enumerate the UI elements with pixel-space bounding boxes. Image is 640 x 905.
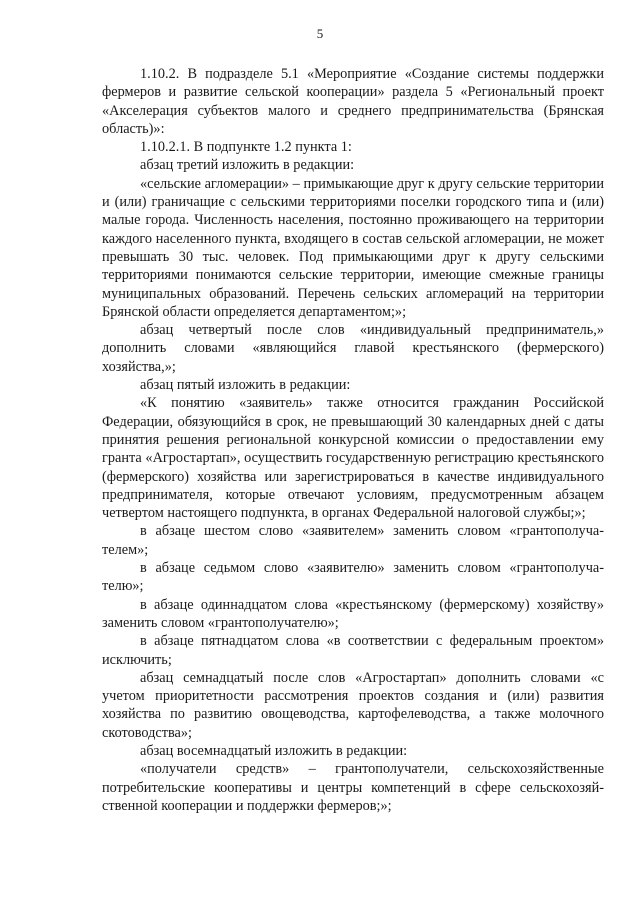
paragraph-amend-eleventh: в абзаце одиннадцатом слова «крестьянскому (фермерскому) хозяйству» заменить словом «грантополучателю»;: [102, 596, 604, 631]
paragraph-amend-eighteenth: абзац восемнадцатый изложить в редакции:: [140, 742, 408, 759]
paragraph-amend-fifth: абзац пятый изложить в редакции:: [140, 377, 351, 394]
paragraph-applicant-definition: «К понятию «заявитель» также относится гражданин Российской Федерации, обязующийся в срок, не превышающий 30 календарных дней с даты принятия решения региональной конкурсной комиссии о предоставлении ему гранта «Агростартап», осуществить государственную регистрацию крестьянского (фермерского) хозяйства или зарегистрироваться в качестве индивидуального предпринимателя, которые отвечают условиям, предусмотренным абзацем четвертом настоящего подпункта, в органах Федеральной налоговой службы;»;: [102, 395, 604, 522]
paragraph-rural-agglomerations: «сельские агломерации» – примыкающие друг к другу сельские территории и (или) граничащие с сельскими территориями поселки городского типа и (или) малые города. Численность населения, постоянно проживающего на территории каждого населенного пункта, входящего в состав сельской агломерации, не может превышать 30 тыс. человек. Под примыкающими друг к другу сельскими территориями понимаются сельские территории, имеющие смежные границы муниципальных образований. Перечень сельских агломераций на территории Брянской области определяется департаментом;»;: [102, 175, 604, 320]
page-number: 5: [316, 26, 324, 41]
paragraph-amend-third: абзац третий изложить в редакции:: [140, 157, 355, 174]
paragraph-funds-recipients: «получатели средств» – грантополучатели, сельскохозяйственные потребительские кооперативы и центры компетенций в сфере сельскохозяйственной кооперации и поддержки фермеров;»;: [102, 761, 604, 814]
paragraph-amend-fourth: абзац четвертый после слов «индивидуальный предприниматель,» дополнить словами «являющийся главой крестьянского (фермерского) хозяйства,»;: [102, 322, 604, 375]
paragraph-1-10-2: 1.10.2. В подразделе 5.1 «Мероприятие «Создание системы поддержки фермеров и развитие сельской кооперации» раздела 5 «Региональный проект «Акселерация субъектов малого и среднего предпринимательства (Брянская область)»:: [102, 66, 604, 137]
paragraph-amend-seventeenth: абзац семнадцатый после слов «Агростартап» дополнить словами «с учетом приоритетности рассмотрения проектов создания и (или) развития хозяйства по развитию овощеводства, картофелеводства, а также молочного скотоводства»;: [102, 669, 604, 741]
paragraph-amend-seventh: в абзаце седьмом слово «заявителю» заменить словом «грантополучателю»;: [102, 560, 604, 595]
document-body: [102, 65, 604, 815]
paragraph-amend-sixth: в абзаце шестом слово «заявителем» заменить словом «грантополучателем»;: [102, 523, 604, 558]
paragraph-1-10-2-1: 1.10.2.1. В подпункте 1.2 пункта 1:: [140, 139, 352, 156]
paragraph-amend-fifteenth: в абзаце пятнадцатом слова «в соответствии с федеральным проектом» исключить;: [102, 633, 604, 668]
